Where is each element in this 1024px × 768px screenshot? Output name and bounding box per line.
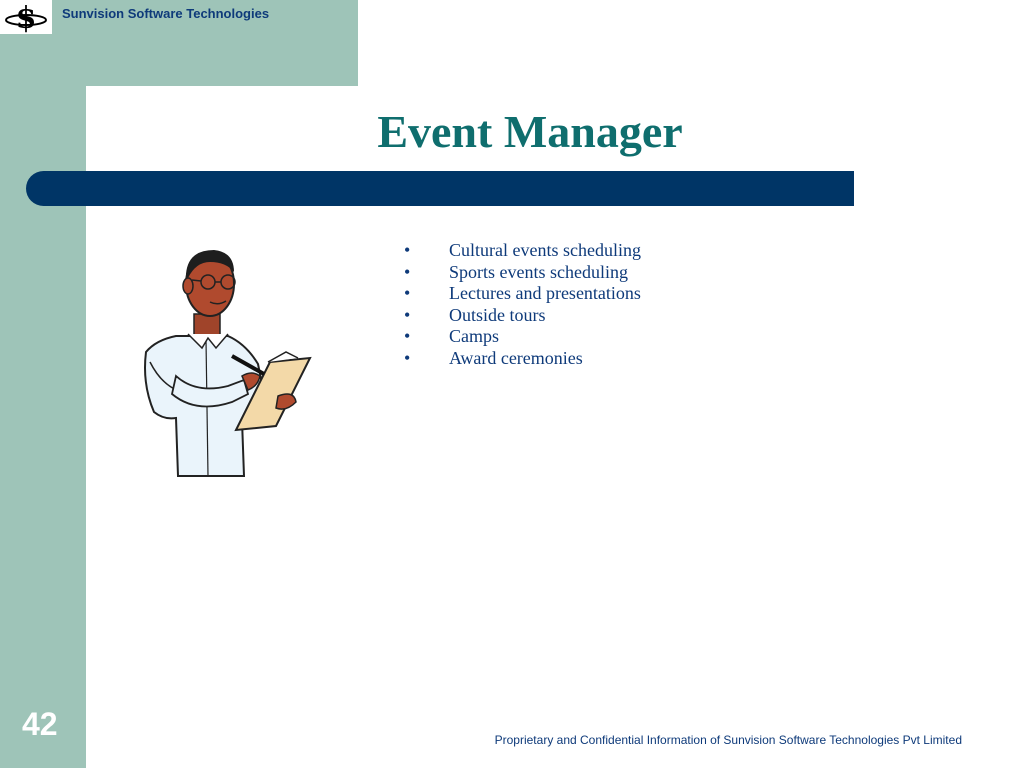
list-item-text: Cultural events scheduling: [449, 240, 641, 260]
content-corner: [86, 86, 146, 146]
list-item-text: Sports events scheduling: [449, 261, 628, 282]
list-item: [400, 305, 641, 327]
bullet-marker: •: [404, 304, 411, 325]
footer-confidentiality-note: Proprietary and Confidential Information of Sunvision Software Technologies Pvt Limited: [494, 733, 962, 747]
list-item: [400, 240, 641, 262]
company-name: Sunvision Software Technologies: [62, 6, 270, 21]
dollar-globe-logo-icon: [0, 0, 52, 34]
bullet-marker: •: [404, 326, 411, 346]
bullet-marker: •: [404, 283, 411, 303]
list-item-text: Lectures and presentations: [449, 283, 641, 303]
list-item: [400, 262, 641, 284]
title-underline-bar: [26, 171, 854, 206]
company-logo: [0, 0, 52, 34]
slide-title: Event Manager: [377, 106, 683, 157]
bullet-marker: •: [404, 347, 411, 368]
svg-text:$: $: [15, 1, 37, 34]
list-item-text: Camps: [449, 326, 500, 346]
list-item-text: Award ceremonies: [449, 347, 583, 368]
list-item-text: Outside tours: [449, 304, 546, 325]
list-item: [400, 326, 641, 348]
left-accent-band: [0, 0, 86, 768]
list-item: [400, 348, 641, 370]
bullet-marker: •: [404, 240, 411, 260]
man-with-clipboard-icon: [136, 244, 316, 485]
list-item: [400, 283, 641, 305]
bullet-marker: •: [404, 261, 411, 282]
bullet-list: [400, 240, 641, 369]
page-number: 42: [22, 706, 58, 742]
